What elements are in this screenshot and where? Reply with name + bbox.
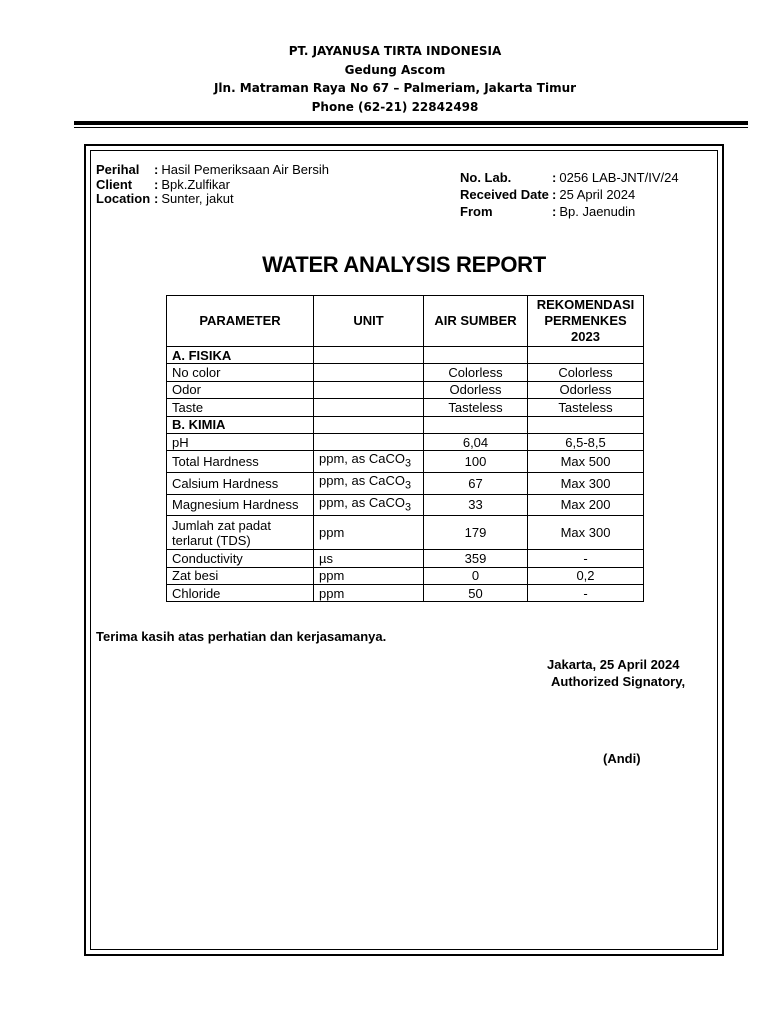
unit-text: µs	[319, 550, 333, 566]
cell-unit	[314, 399, 424, 416]
cell-rekomendasi: Colorless	[528, 364, 644, 381]
info-label: Client	[96, 176, 133, 192]
cell-rekomendasi: Odorless	[528, 381, 644, 398]
cell-unit	[314, 550, 424, 567]
cell-rekomendasi: Max 300	[528, 516, 644, 550]
table-row	[167, 567, 644, 584]
info-label: Perihal	[96, 162, 140, 177]
info-value: Sunter, jakut	[161, 191, 234, 206]
empty-cell	[314, 416, 424, 433]
info-label: No. Lab.	[460, 170, 512, 185]
cell-rekomendasi: -	[528, 584, 644, 601]
info-row	[96, 163, 329, 178]
cell-unit	[314, 584, 424, 601]
info-separator: :	[154, 162, 159, 177]
unit-text: ppm	[319, 568, 345, 584]
info-row	[460, 169, 679, 186]
cell-air-sumber: Odorless	[424, 381, 528, 398]
cell-unit	[314, 516, 424, 550]
table-row	[167, 472, 644, 494]
report-title: WATER ANALYSIS REPORT	[262, 252, 546, 277]
cell-air-sumber: 179	[424, 516, 528, 550]
unit-text: ppm, as CaCO	[319, 472, 405, 488]
table-header-row	[167, 296, 644, 347]
info-value: Bp. Jaenudin	[559, 204, 636, 219]
cell-parameter: Calsium Hardness	[167, 472, 314, 494]
closing-text: Terima kasih atas perhatian dan kerjasamanya.	[96, 629, 387, 644]
info-separator: :	[552, 204, 557, 219]
header-rekomendasi	[528, 296, 644, 347]
cell-rekomendasi: Max 500	[528, 451, 644, 473]
results-table-body	[167, 347, 644, 602]
section-row	[167, 416, 644, 433]
results-table	[166, 295, 644, 602]
company-phone: Phone (62-21) 22842498	[311, 99, 479, 114]
cell-unit	[314, 451, 424, 473]
authorized-signatory: Authorized Signatory,	[551, 674, 686, 689]
cell-rekomendasi: -	[528, 550, 644, 567]
cell-air-sumber: Tasteless	[424, 399, 528, 416]
cell-parameter: Jumlah zat padat terlarut (TDS)	[167, 516, 314, 550]
empty-cell	[424, 347, 528, 364]
info-row	[96, 192, 329, 207]
section-title: A. FISIKA	[167, 347, 314, 364]
cell-air-sumber: 100	[424, 451, 528, 473]
cell-parameter: Magnesium Hardness	[167, 494, 314, 516]
info-value: 0256 LAB-JNT/IV/24	[559, 170, 679, 185]
cell-parameter: Zat besi	[167, 567, 314, 584]
letterhead-divider-thick	[74, 121, 748, 125]
unit-subscript: 3	[404, 457, 412, 470]
signer-name: (Andi)	[603, 751, 641, 766]
place-date: Jakarta, 25 April 2024	[547, 657, 680, 672]
cell-parameter: Conductivity	[167, 550, 314, 567]
unit-subscript: 3	[404, 501, 412, 514]
cell-unit	[314, 472, 424, 494]
cell-unit	[314, 381, 424, 398]
info-label: Received Date	[460, 187, 549, 202]
section-title: B. KIMIA	[167, 416, 314, 433]
info-separator: :	[154, 176, 159, 192]
info-value: Bpk.Zulfikar	[161, 176, 230, 192]
info-row	[460, 186, 679, 203]
cell-unit	[314, 567, 424, 584]
empty-cell	[528, 347, 644, 364]
header-rekomendasi-line1: REKOMENDASI	[536, 297, 635, 312]
table-row	[167, 494, 644, 516]
info-separator: :	[552, 170, 557, 185]
header-rekomendasi-line2: PERMENKES	[544, 313, 627, 328]
cell-air-sumber: 0	[424, 567, 528, 584]
cell-air-sumber: 67	[424, 472, 528, 494]
cell-rekomendasi: 6,5-8,5	[528, 433, 644, 450]
building-name: Gedung Ascom	[344, 62, 446, 77]
cell-unit	[314, 433, 424, 450]
info-row	[96, 178, 329, 193]
letterhead	[0, 42, 768, 116]
client-info-block	[96, 163, 329, 207]
unit-text: ppm	[319, 525, 345, 541]
company-name: PT. JAYANUSA TIRTA INDONESIA	[288, 44, 502, 58]
cell-air-sumber: 50	[424, 584, 528, 601]
info-label: Location	[96, 191, 151, 206]
empty-cell	[528, 416, 644, 433]
cell-unit	[314, 364, 424, 381]
company-address: Jln. Matraman Raya No 67 – Palmeriam, Jakarta Timur	[213, 81, 577, 95]
unit-text: ppm, as CaCO	[319, 494, 405, 510]
info-label: From	[460, 204, 493, 219]
header-unit: UNIT	[314, 296, 424, 347]
cell-air-sumber: Colorless	[424, 364, 528, 381]
unit-subscript: 3	[404, 479, 412, 492]
cell-parameter: Odor	[167, 381, 314, 398]
header-air-sumber: AIR SUMBER	[424, 296, 528, 347]
table-row	[167, 516, 644, 550]
empty-cell	[424, 416, 528, 433]
lab-info-block	[460, 169, 679, 220]
unit-text: ppm	[319, 585, 345, 601]
table-row	[167, 364, 644, 381]
info-separator: :	[154, 191, 159, 206]
empty-cell	[314, 347, 424, 364]
cell-parameter: Taste	[167, 399, 314, 416]
cell-parameter: pH	[167, 433, 314, 450]
letterhead-divider-thin	[74, 127, 748, 128]
cell-rekomendasi: Max 300	[528, 472, 644, 494]
cell-rekomendasi: Tasteless	[528, 399, 644, 416]
unit-text: ppm, as CaCO	[319, 451, 405, 467]
cell-parameter: Total Hardness	[167, 451, 314, 473]
table-row	[167, 550, 644, 567]
table-row	[167, 451, 644, 473]
cell-air-sumber: 33	[424, 494, 528, 516]
info-row	[460, 203, 679, 220]
info-value: Hasil Pemeriksaan Air Bersih	[161, 162, 329, 177]
cell-rekomendasi: 0,2	[528, 567, 644, 584]
table-row	[167, 584, 644, 601]
header-parameter: PARAMETER	[167, 296, 314, 347]
cell-parameter: Chloride	[167, 584, 314, 601]
section-row	[167, 347, 644, 364]
header-rekomendasi-line3: 2023	[571, 329, 600, 344]
cell-parameter: No color	[167, 364, 314, 381]
table-row	[167, 399, 644, 416]
table-row	[167, 433, 644, 450]
cell-air-sumber: 359	[424, 550, 528, 567]
cell-unit	[314, 494, 424, 516]
info-separator: :	[552, 187, 557, 202]
info-value: 25 April 2024	[559, 187, 636, 202]
cell-rekomendasi: Max 200	[528, 494, 644, 516]
cell-air-sumber: 6,04	[424, 433, 528, 450]
table-row	[167, 381, 644, 398]
